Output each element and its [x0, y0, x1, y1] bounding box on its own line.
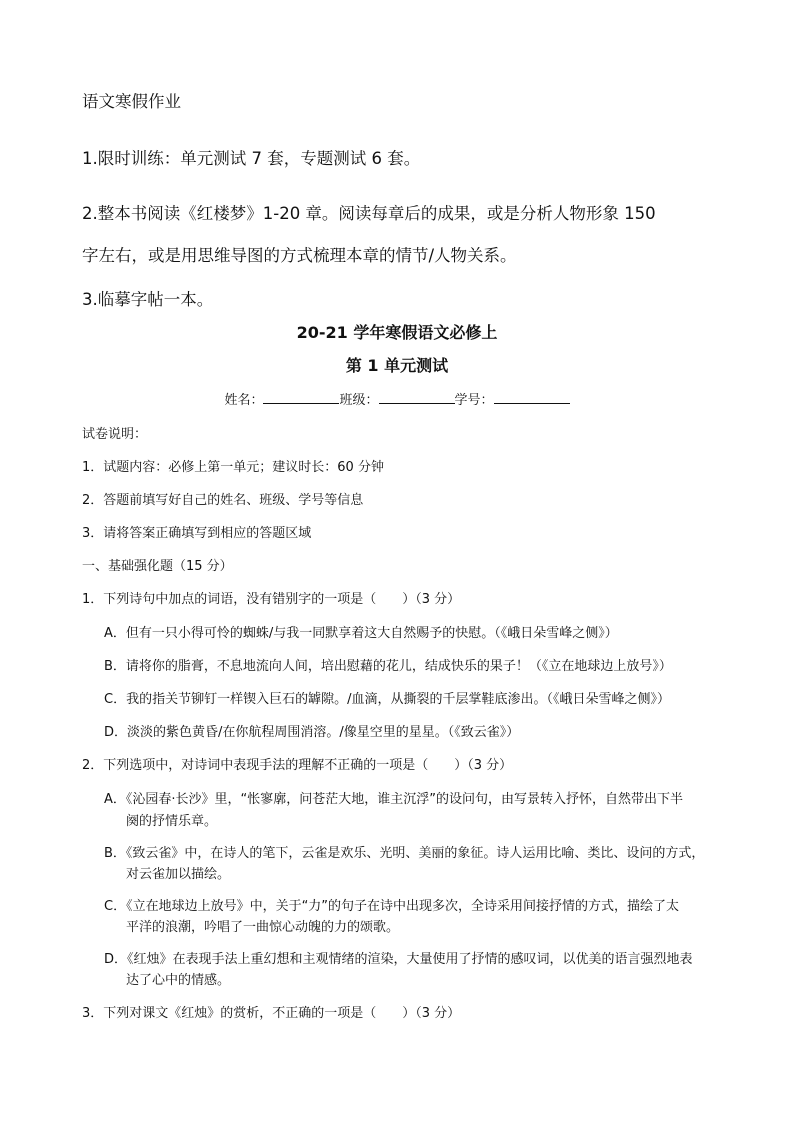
id-label: 学号： [454, 393, 494, 408]
instructions-heading: 试卷说明： [82, 427, 148, 442]
homework-item-3: 3.临摹字帖一本。 [82, 290, 214, 309]
homework-item-2-cont: 字左右，或是用思维导图的方式梳理本章的情节/人物关系。 [82, 246, 517, 265]
homework-item-1: 1.限时训练：单元测试 7 套，专题测试 6 套。 [82, 149, 421, 168]
question-2-option-b: B．《致云雀》中，在诗人的笔下，云雀是欢乐、光明、美丽的象征。诗人运用比喻、类比、设问的方式， [104, 846, 705, 861]
question-1-option-a: A．但有一只小得可怜的蜘蛛/与我一同默享着这大自然赐予的快慰。（《峨日朵雪峰之侧》） [104, 626, 618, 641]
question-2-option-d-cont: 达了心中的情感。 [126, 973, 231, 988]
name-blank[interactable] [263, 390, 339, 404]
homework-item-2: 2.整本书阅读《红楼梦》1-20 章。阅读每章后的成果，或是分析人物形象 150 [82, 204, 656, 223]
question-2-option-a: A．《沁园春·长沙》里，“怅寥廓，问苍茫大地，谁主沉浮”的设问句，由写景转入抒怀，自然带出下半 [104, 792, 683, 807]
question-1-option-c: C．我的指关节铆钉一样锲入巨石的罅隙。/血滴，从撕裂的千层掌鞋底渗出。（《峨日朵雪峰之侧》） [104, 692, 670, 707]
instruction-2: 2．答题前填写好自己的姓名、班级、学号等信息 [82, 493, 364, 508]
question-1-option-b: B．请将你的脂膏，不息地流向人间，培出慰藉的花儿，结成快乐的果子！（《立在地球边上放号》） [104, 659, 672, 674]
question-2-option-d: D．《红烛》在表现手法上重幻想和主观情绪的渲染，大量使用了抒情的感叹词，以优美的语言强烈地表 [104, 952, 693, 967]
instruction-3: 3．请将答案正确填写到相应的答题区域 [82, 526, 312, 541]
question-2-option-a-cont: 阕的抒情乐章。 [126, 814, 218, 829]
student-info-row [0, 389, 794, 408]
question-2-option-c-cont: 平洋的浪潮，吟唱了一曲惊心动魄的力的颂歌。 [126, 920, 400, 935]
instruction-1: 1．试题内容：必修上第一单元；建议时长：60 分钟 [82, 460, 384, 475]
question-1-option-d: D．淡淡的紫色黄昏/在你航程周围消溶。/像星空里的星星。（《致云雀》） [104, 725, 520, 740]
exam-subtitle: 第 1 单元测试 [345, 356, 449, 375]
id-blank[interactable] [494, 390, 570, 404]
homework-heading: 语文寒假作业 [82, 92, 181, 111]
question-1-stem: 1．下列诗句中加点的词语，没有错别字的一项是（ ）（3 分） [82, 592, 461, 607]
exam-title: 20-21 学年寒假语文必修上 [296, 323, 498, 342]
question-2-option-c: C．《立在地球边上放号》中，关于“力”的句子在诗中出现多次，全诗采用间接抒情的方式，描绘了太 [104, 899, 680, 914]
class-label: 班级： [339, 393, 379, 408]
question-3-stem: 3．下列对课文《红烛》的赏析，不正确的一项是（ ）（3 分） [82, 1006, 461, 1021]
question-2-stem: 2．下列选项中，对诗词中表现手法的理解不正确的一项是（ ）（3 分） [82, 758, 513, 773]
question-2-option-b-cont: 对云雀加以描绘。 [126, 867, 231, 882]
name-label: 姓名： [224, 393, 264, 408]
section-heading: 一、基础强化题（15 分） [82, 559, 233, 574]
class-blank[interactable] [379, 390, 455, 404]
